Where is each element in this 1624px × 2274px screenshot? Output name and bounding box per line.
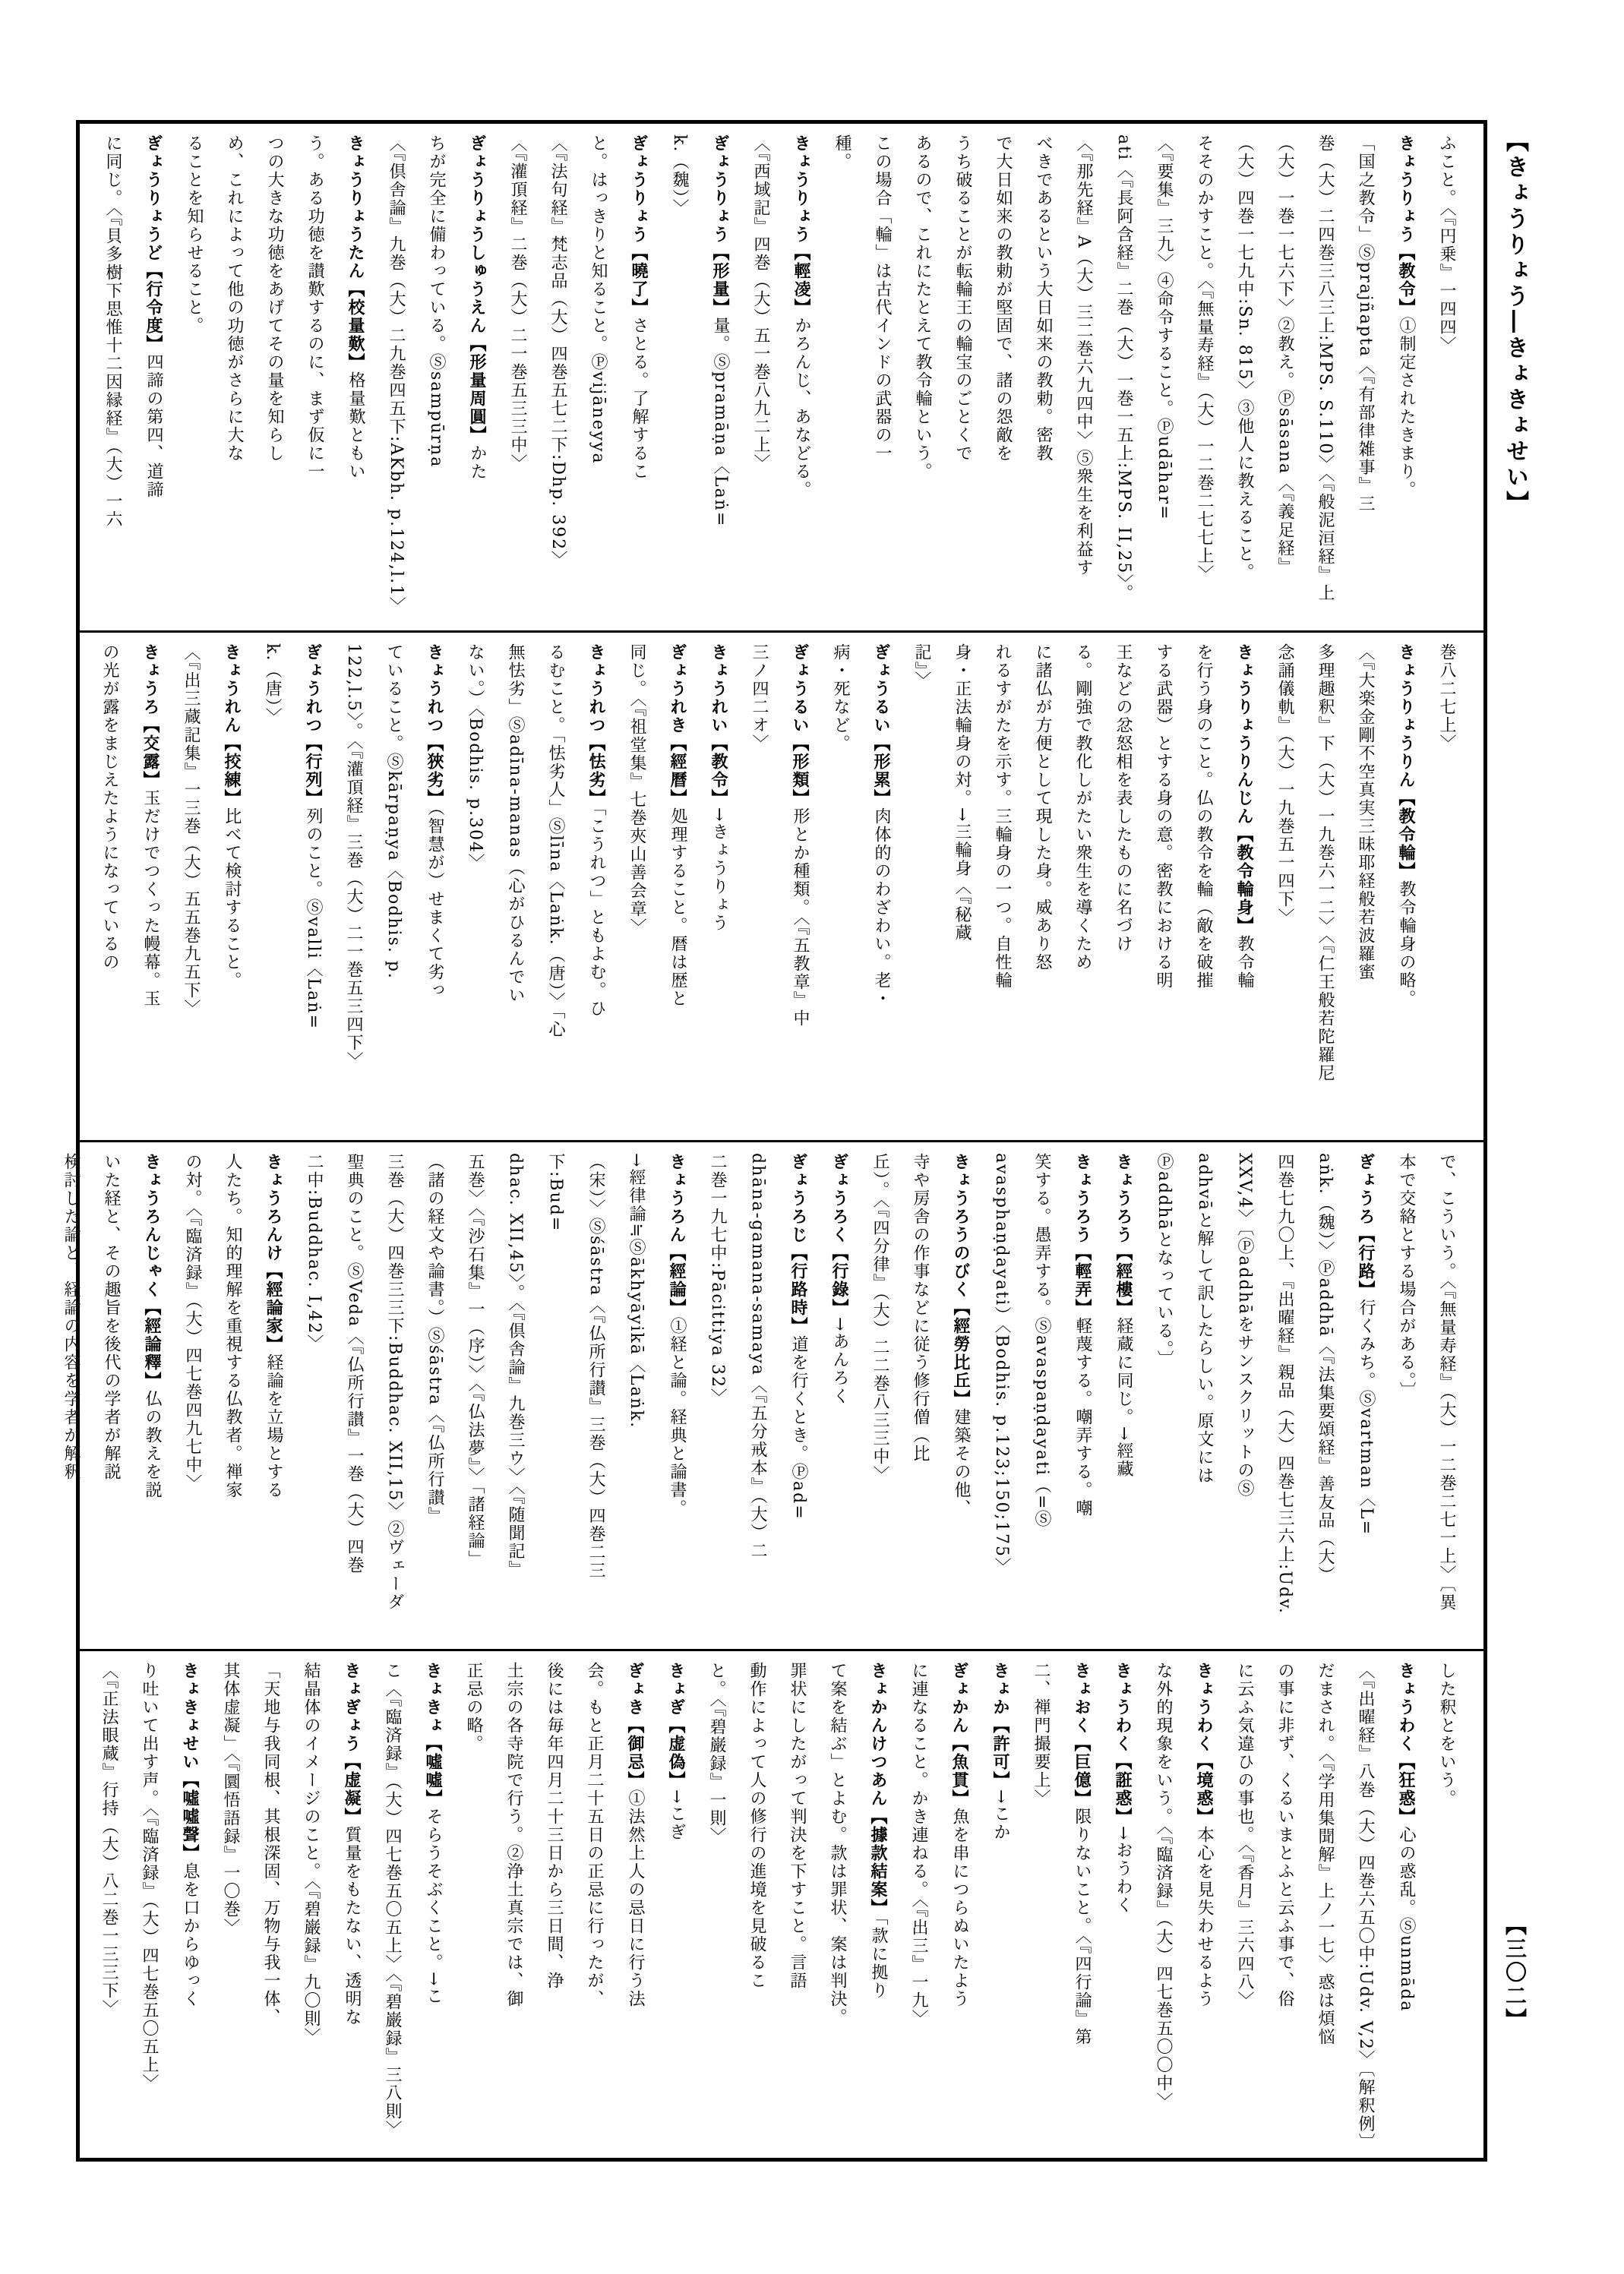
text-column: 二中:Buddhac. I,42〉: [305, 1152, 324, 1353]
text-column: で大日如来の教勅が堅固で、諸の怨敵を: [994, 134, 1013, 463]
text-column: め、これによって他の功徳がさらに大な: [225, 134, 244, 463]
text-column: k.（魏）〉: [670, 134, 689, 218]
text-column: きょうれん【挍練】比べて検討すること。: [222, 643, 242, 990]
text-column: きょうりょうりんじん【教令輪身】教令輪: [1234, 643, 1254, 990]
text-column: 〈『出三蔵記集』一三巻（大）五五巻九五下〉: [182, 643, 201, 1019]
text-column: と。〈『碧巌録』一則〉: [707, 1661, 726, 1846]
text-column: 〈『正法眼蔵』行持（大）八二巻一三三下〉: [100, 1661, 118, 2018]
text-column: 結晶体のイメージのこと。〈『碧巌録』九〇則〉: [302, 1661, 321, 2046]
text-band-4: [80, 1651, 1483, 2158]
text-column: きょうわく【狂惑】心の惑乱。Ⓢunmāda: [1396, 1661, 1416, 2013]
text-column: ぎょうりょう【形量】量。Ⓢpramāṇa〈Laṅ=: [710, 134, 730, 528]
text-column: きょうわく【誑惑】→おうわく: [1113, 1661, 1133, 1915]
text-column: きょか【許可】→こか: [991, 1661, 1010, 1842]
text-column: 聖典のこと。ⓈVeda〈『仏所行讃』一巻（大）四巻: [345, 1152, 364, 1574]
text-column: 〈『法句経』梵志品（大）四巻五七二下:Dhp. 392〉: [548, 134, 567, 570]
text-column: dhāna-gamana-samaya〈『五分戒本』（大）二: [748, 1152, 767, 1560]
text-column: ぎょうれき【經曆】処理すること。暦は歴と: [668, 643, 687, 1009]
text-column: り吐いて出す声。〈『臨済録』（大）四七巻五〇五上〉: [140, 1661, 159, 2092]
running-head: 【きょうりょう―きょきょせい】: [1502, 129, 1528, 516]
text-column: そそのかすこと。〈『無量寿経』（大）一二巻二七七上〉: [1195, 134, 1214, 583]
text-column: きょおく【巨億】限りないこと。〈『四行論』第: [1072, 1661, 1092, 2046]
text-column: ぎょき【御忌】①法然上人の忌日に行う法: [625, 1661, 645, 2008]
text-column: きょうれつ【狹劣】（智慧が）せまくて劣っ: [425, 643, 444, 1000]
text-band-1: [80, 124, 1483, 633]
text-column: う。ある功徳を讃歎するのに、まず仮に一: [305, 134, 324, 481]
page-number: 【三〇二】: [1502, 1914, 1528, 2032]
text-column: 三巻（大）四巻三三下:Buddhac. XII,15〉②ヴェーダ: [385, 1152, 404, 1612]
text-column: きょうろうのびく【經勞比丘】建築その他、: [951, 1152, 971, 1518]
text-column: ぎょうりょうしゅうえん【形量周圓】かた: [467, 134, 487, 481]
text-column: きょきょ【噓噓】そらうそぶくこと。→こ: [423, 1661, 443, 2006]
text-column: avasphaṇḍayati）〈Bodhis. p.123;150;175〉: [992, 1152, 1011, 1576]
text-column: ない。）〈Bodhis. p.304〉: [466, 643, 485, 873]
text-column: 種。: [833, 134, 851, 171]
text-column: きょうりょうりん【教令輪】教令輪身の略。: [1396, 643, 1416, 1009]
text-column: ati〈『長阿含経』二巻（大）一巻一五上:MPS. II,25〉。: [1114, 134, 1133, 603]
text-column: k.（唐）〉: [263, 643, 282, 727]
text-frame: [62, 120, 1487, 2162]
text-column: きょうれつ【怯劣】「こうれつ」ともよむ。ひ: [586, 643, 606, 1019]
text-column: に同じ。〈『貝多樹下思惟十二因縁経』（大）一六: [103, 134, 122, 529]
text-column: きょうりょうたん【校量歎】格量歎ともい: [346, 134, 365, 481]
text-column: きょうろん【經論】①経と論。経典と論書。: [667, 1152, 687, 1518]
text-column: 五巻〉〈『沙石集』一（序）〉〈『仏法夢』〉「諸経論」: [466, 1152, 485, 1568]
text-column: aṅk.（魏）〉Ⓟaddhā〈『法集要頌経』善友品（大）: [1316, 1152, 1335, 1584]
text-band-2: [80, 633, 1483, 1142]
text-column: きょぎょう【虚凝】質量をもたない、透明な: [342, 1661, 362, 2026]
text-column: 「天地与我同根、其根深固、万物与我一体、: [261, 1661, 280, 2026]
text-column: いた経と、その趣旨を後代の学者が解説: [102, 1152, 121, 1481]
text-column: 巻八二七上〉: [1437, 643, 1456, 753]
text-column: 二、禅門撮要上〉: [1032, 1661, 1051, 1808]
text-column: 動作によって人の修行の進境を見破るこ: [747, 1661, 766, 1990]
text-column: ぎょかん【魚貫】魚を串につらぬいたよう: [949, 1661, 969, 2008]
text-column: きょぎ【虚偽】→こぎ: [666, 1661, 686, 1842]
text-column: ぎょうろく【行錄】→あんろく: [829, 1152, 849, 1405]
text-column: 罪状にしたがって判決を下すこと。言語: [788, 1661, 807, 1990]
text-column: きょうろう【輕弄】軽蔑する。嘲弄する。嘲: [1073, 1152, 1092, 1518]
text-column: だまされ。〈『学用集聞解』上ノ一七〉惑は煩悩: [1316, 1661, 1335, 2046]
text-column: きょうろ【交露】玉だけでつくった幔幕。玉: [141, 643, 160, 1009]
text-column: （諸の経文や論書。）Ⓢśāstra〈『仏所行讃』: [425, 1152, 444, 1525]
text-column: 〈『那先経』A（大）三二巻六九四中〉⑤衆生を利益す: [1074, 134, 1093, 577]
text-column: 正忌の略。: [464, 1661, 483, 1753]
text-column: 寺や房舎の作事などに従う修行僧（比: [911, 1152, 930, 1463]
text-column: る。剛強で教化しがたい衆生を導くため: [1073, 643, 1092, 972]
text-column: 三ノ四二オ〉: [750, 643, 769, 753]
text-column: べきであるという大日如来の教勅。密教: [1034, 134, 1053, 463]
text-column: 笑する。愚弄する。Ⓢavaspaṇḍayati（=Ⓢ: [1032, 1152, 1051, 1528]
text-column: 同じ。〈『祖堂集』七巻夾山善会章〉: [627, 643, 646, 937]
text-column: 〈『西域記』四巻（大）五一巻八九二上〉: [751, 134, 770, 472]
text-column: 巻（大）二四巻三八三上:MPS. S.110〉〈『般泥洹経』上: [1316, 134, 1335, 603]
text-column: （大）四巻一七九中:Sn. 815〉③他人に教えること。: [1235, 134, 1254, 582]
text-column: ちが完全に備わっている。Ⓢsampūrṇa: [427, 134, 446, 469]
text-column: ぎょうるい【形類】形とか種類。〈『五教章』中: [790, 643, 810, 1028]
text-column: うち破ることが転輪王の輪宝のごとくで: [953, 134, 972, 463]
text-column: 後には毎年四月二十三日から三日間、浄: [545, 1661, 564, 1990]
text-column: に云ふ気違ひの事也。〈『香月』三六四八〉: [1235, 1661, 1254, 2010]
text-column: ぎょうれつ【行列】列のこと。Ⓢvalli〈Laṅ=: [303, 643, 323, 1031]
text-column: れるすがたを示す。三輪身の一つ。自性輪: [993, 643, 1012, 990]
text-column: に諸仏が方便として現した身。威あり怒: [1033, 643, 1052, 972]
text-column: 〈『倶舎論』九巻（大）二九巻四五下:AKbh. p.124,l.1〉: [387, 134, 406, 616]
text-column: あるので、これにたとえて教令輪という。: [913, 134, 932, 481]
text-column: きょうりょう【輕凌】かろんじ、あなどる。: [791, 134, 811, 499]
text-column: 念誦儀軌』（大）一九巻五一四下〉: [1275, 643, 1294, 927]
text-column: 〈『灌頂経』二巻（大）二一巻五三三中〉: [508, 134, 527, 472]
text-column: adhvāと解して訳したらしい。原文には: [1195, 1152, 1214, 1485]
text-column: きょうれい【教令】→きょうりょう: [709, 643, 728, 933]
text-column: きょうろんけ【經論家】経論を立場とする: [264, 1152, 283, 1499]
text-column: 四巻七九〇上、『出曜経』親品（大）四巻七三六上:Udv.: [1275, 1152, 1294, 1615]
text-column: この場合「輪」は古代インドの武器の一: [873, 134, 892, 463]
text-column: 病・死など。: [831, 643, 850, 753]
text-column: こ〈『臨済録』（大）四七巻五〇五上〉〈『碧巌録』三八則〉: [383, 1661, 402, 2139]
text-column: 122,l.5〉。〈『灌頂経』三巻（大）二一巻五三四下〉: [344, 643, 363, 1071]
text-column: きょうろんじゃく【經論釋】仏の教えを説: [142, 1152, 162, 1499]
text-column: 多理趣釈』下（大）一九巻六一二〉〈『仁王般若陀羅尼: [1316, 643, 1335, 1083]
text-column: 〈『要集』三九〉④命令すること。Ⓟudāhar=: [1155, 134, 1174, 521]
text-column: 「国之教令」Ⓢprajñapta〈『有部律雑事』三: [1356, 134, 1375, 513]
text-column: つの大きな功徳をあげてその量を知らし: [265, 134, 284, 463]
text-column: 土宗の各寺院で行う。②浄土真宗では、御: [504, 1661, 523, 2008]
text-column: ぎょうろじ【行路時】道を行くとき。Ⓟad=: [788, 1152, 808, 1521]
text-column: 本で交絡とする場合がある。〕: [1397, 1152, 1416, 1400]
text-column: 王などの忿怒相を表したものに名づけ: [1114, 643, 1133, 954]
text-column: るむこと。「怯劣人」Ⓢlīna〈Laṅk.（唐）〉「心: [546, 643, 565, 1039]
text-column: 其体虚凝」〈『圜悟語録』一〇巻〉: [221, 1661, 240, 1937]
text-column: ぎょうりょう【曉了】さとる。了解するこ: [629, 134, 649, 481]
text-column: きょかんけつあん【據款結案】「款に拠り: [868, 1661, 888, 2000]
text-column: て案を結ぶ」とよむ。款は罪状、案は判決。: [828, 1661, 847, 2026]
text-column: を行う身のこと。仏の教令を輪（敵を破摧: [1194, 643, 1213, 990]
text-column: ふこと。〈『円乗』一四四〉: [1437, 134, 1456, 355]
text-column: 身・正法輪身の対。→三輪身〈『秘蔵: [953, 643, 972, 943]
text-column: の光が露をまじえたようになっているの: [100, 643, 119, 972]
text-column: の事に非ず、くるいまとふと云ふ事で、俗: [1275, 1661, 1294, 2008]
text-column: ぎょうろ【行路】行くみち。Ⓢvartman〈L=: [1356, 1152, 1376, 1536]
text-column: 会。もと正月二十五日の正忌に行ったが、: [585, 1661, 604, 2008]
text-column: （大）一巻一七六下〉②教え。Ⓟsāsana〈『義足経』: [1275, 134, 1294, 576]
text-column: 検討した論と、経論の内容を学者が解釈: [62, 1152, 81, 1481]
text-column: 丘）。〈『四分律』（大）二二巻八三三中〉: [870, 1152, 889, 1484]
text-column: と。はっきりと知ること。Ⓟvijāneyya: [589, 134, 608, 465]
text-column: 〈『大楽金剛不空真実三昧耶経般若波羅蜜: [1356, 643, 1375, 982]
text-column: の対。〈『臨済録』（大）四七巻四九七中〉: [183, 1152, 202, 1492]
text-column: きょうろう【經樓】経蔵に同じ。→經藏: [1114, 1152, 1133, 1478]
text-column: で、こういう。〈『無量寿経』（大）一二巻二七一上〉〔異: [1437, 1152, 1456, 1612]
text-column: XXV,4〉〔ⓅaddhāをサンスクリットのⓈ: [1235, 1152, 1254, 1498]
text-column: きょきょせい【噓噓聲】息を口からゆっく: [180, 1661, 200, 2008]
text-column: 人たち。知的理解を重視する仏教者。禅家: [223, 1152, 242, 1499]
text-column: な外的現象をいう。〈『臨済録』（大）四七巻五〇〇中〉: [1154, 1661, 1173, 2111]
text-column: 二巻一九七中:Pācittiya 32〉: [708, 1152, 727, 1407]
text-column: に連なること。かき連ねる。〈『出三』一九〉: [909, 1661, 928, 2028]
text-band-3: [62, 1142, 1483, 1651]
text-column: 〈『出曜経』八巻（大）四巻六五〇中:Udv. V,2〉〔解釈例〕: [1356, 1661, 1375, 2152]
text-column: した釈とをいう。: [1437, 1661, 1456, 1808]
text-column: 記』〉: [912, 643, 931, 690]
text-column: きょうりょう【教令】①制定されたきまり。: [1396, 134, 1416, 499]
text-column: ることを知らせること。: [185, 134, 204, 335]
text-column: →經律論≒Ⓢākhyāyikā〈Laṅk.: [627, 1152, 646, 1429]
text-column: 無怯劣」Ⓢadīna-manas（心がひるんでい: [506, 643, 525, 1005]
text-column: ていること。Ⓢkārpaṇya〈Bodhis. p.: [384, 643, 403, 981]
text-column: ぎょうりょうど【行令度】四諦の第四、道諦: [144, 134, 163, 499]
text-column: する武器）とする身の意。密教における明: [1154, 643, 1173, 990]
text-column: （宋）〉Ⓢśāstra〈『仏所行讃』三巻（大）四巻二三下:Bud=: [546, 1152, 605, 1580]
text-column: きょうわく【境惑】本心を見失わせるよう: [1194, 1661, 1214, 2008]
text-column: dhac. XII,45〉。〈『倶舎論』九巻三ウ〉〈『随聞記』: [506, 1152, 525, 1579]
text-column: ぎょうるい【形累】肉体的のわざわい。老・: [871, 643, 891, 1009]
text-column: Ⓟaddhāとなっている。〕: [1155, 1152, 1174, 1369]
